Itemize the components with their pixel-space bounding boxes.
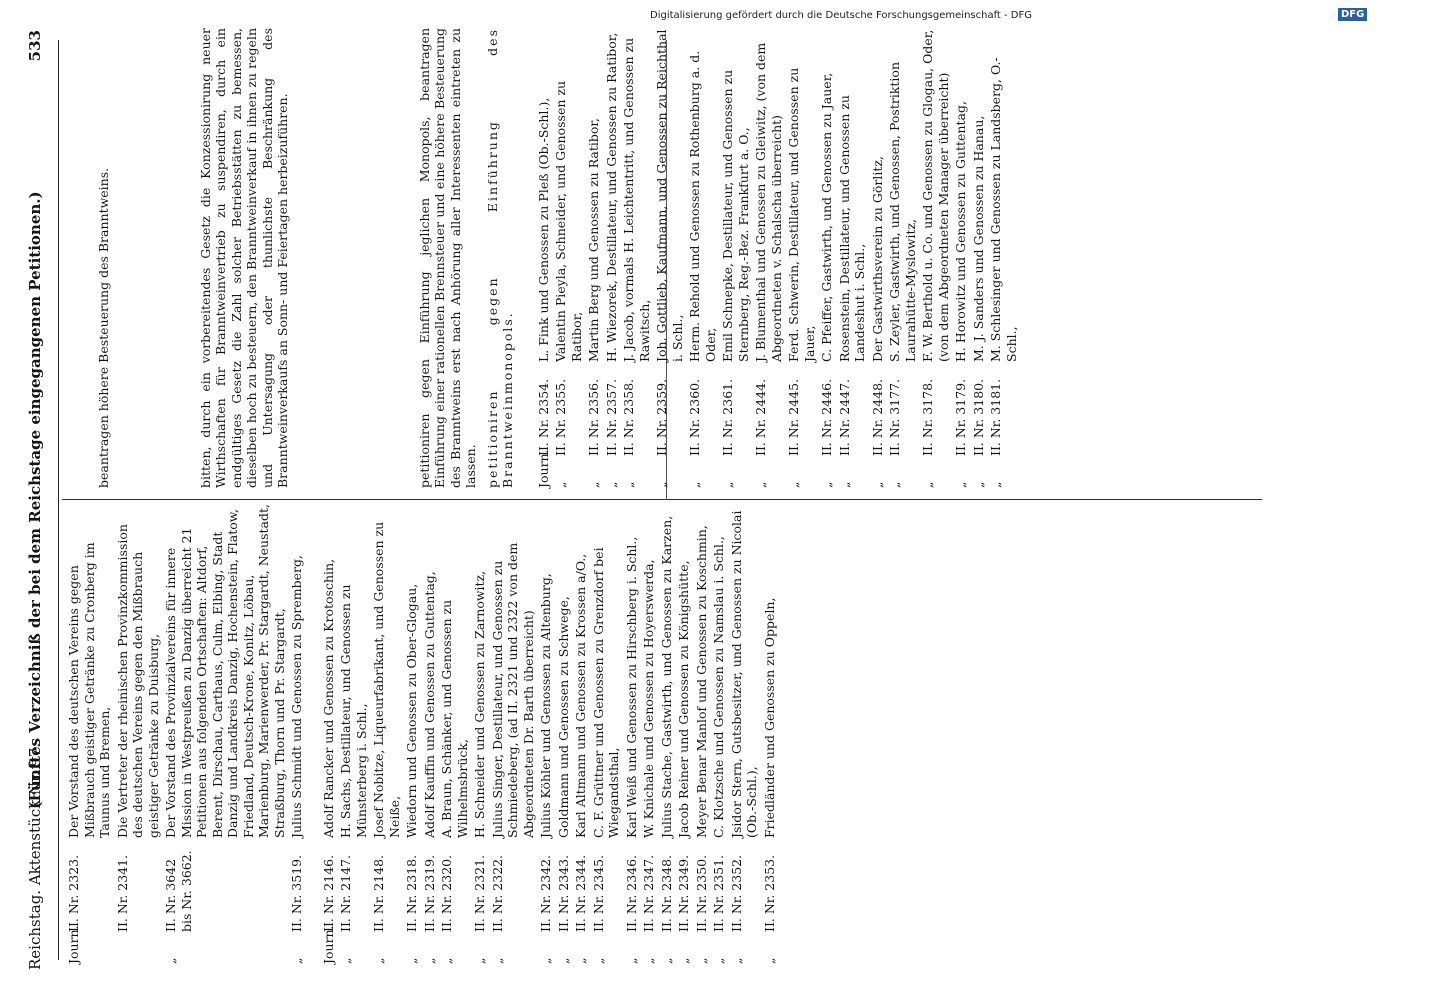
petition-entry [586,28,602,488]
petition-number: II. Nr. 2444. [753,378,768,456]
petition-entry [591,504,622,964]
petitioner-text: Jacob Reiner und Genossen zu Königshütte, [676,560,691,838]
header-rule [58,40,59,960]
petitioner-text: Emil Schnepke, Destillateur, und Genossen zu Sternberg, Reg.-Bez. Frankfurt a. O., [720,69,751,362]
journal-mark: „ [538,957,553,964]
petitioner-text: M. Schlesinger und Genossen zu Landsberg, O.-Schl., [988,57,1019,362]
journal-mark: „ [404,957,419,964]
journal-mark: „ [586,481,601,488]
petition-entry [439,504,470,964]
petitioner-text: Der Gastwirthsverein zu Görlitz, [869,156,885,362]
petition-number: II. Nr. 2356. [586,378,601,456]
petition-number: II. Nr. 2353. [761,854,777,932]
journal-mark: „ [658,957,674,964]
petition-entry [711,504,727,964]
petition-number: II. Nr. 2344. [573,854,588,932]
petitioner-text: Ferd. Schwerin, Destillateur, und Genossen zu Jauer, [786,67,817,362]
petition-entry [553,28,584,488]
petition-number: II. Nr. 2148. [371,854,386,932]
journal-mark: „ [693,957,709,964]
page-number: 533 [26,30,44,62]
petitioner-text: Adolf Kauffin und Genossen zu Guttentag, [421,571,437,838]
petition-number: II. Nr. 2358. [621,378,636,456]
petitioner-text: M. J. Sanders und Genossen zu Hanau, [970,115,986,362]
verdict-1: beantragen höhere Besteuerung des Branntweins. [96,167,111,488]
petition-entry [115,504,162,964]
petition-number: II. Nr. 2346. [623,854,639,932]
petition-number: II. Nr. 2359. [654,378,669,456]
journal-mark: „ [720,481,735,488]
journal-mark: „ [553,481,568,488]
journal-mark: „ [836,481,852,488]
journal-mark: „ [472,957,487,964]
header-center: (Fünftes Verzeichniß der bei dem Reichstage eingegangenen Petitionen.) [26,191,44,809]
petition-entry [556,504,572,964]
journal-mark: „ [489,957,505,964]
petition-block-1 [66,504,305,964]
petition-number: II. Nr. 2343. [555,854,571,932]
petition-number: II. Nr. 2318. [404,854,419,932]
journal-mark: „ [687,481,702,488]
petitioner-text: Jsidor Stern, Gutsbesitzer, und Genossen zu Nicolai (Ob.-Schl.), [728,510,759,838]
petition-entry [163,504,287,964]
credit-text: Digitalisierung gefördert durch die Deutsche Forschungsgemeinschaft - DFG [650,10,1033,21]
petition-block-2 [321,504,778,964]
petitioner-text: C. F. Grüttner und Genossen zu Grenzdorf bei Wiegandsthal, [590,547,621,838]
journal-mark: „ [623,957,639,964]
petition-entry [971,28,987,488]
petition-number: II. Nr. 2319. [421,854,437,932]
header-left: Reichstag. Aktenstück Nr. 97. [26,742,44,970]
journal-mark [115,932,162,964]
petition-block-3 [536,28,1020,488]
petition-number: II. Nr. 2352. [728,854,744,932]
verdict-2: bitten, durch ein vorbereitendes Gesetz die Konzessionirung neuer Wirthschaften für Branntweinvertrieb zu suspendiren, durch ein endgültiges Gesetz die Zahl solcher Betriebsstätten zu bemessen, dieselben hoch zu besteuern, den Branntweinverkauf in ihnen zu regeln und Untersagung oder thunlichste Beschränkung des Branntweinverkaufs an Sonn- und Feiertagen herbeizuführen. [197,28,290,488]
petitioner-text: Rosenstein, Destillateur, und Genossen zu Landeshut i. Schl., [836,95,867,362]
journal-mark: „ [970,481,986,488]
petition-number: II. Nr. 3180. [970,378,986,456]
petition-entry [422,504,438,964]
petition-number: II. Nr. 2360. [687,378,702,456]
petition-number: II. Nr. 2355. [553,378,568,456]
petition-number: II. Nr. 2447. [836,378,852,456]
petitioner-text: Adolf Rancker und Genossen zu Krotoschin, [320,558,336,838]
petition-entry [729,504,760,964]
petitioner-text: Wiedorn und Genossen zu Ober-Glogau, [404,583,419,838]
journal-mark: „ [338,957,353,964]
petition-number: II. Nr. 2341. [114,854,130,932]
petition-entry [472,504,488,964]
journal-mark: „ [421,957,437,964]
petitioner-text: Julius Stache, Gastwirth, und Genossen zu Karzen, [658,515,674,838]
petition-entry [289,504,305,964]
petitioner-text: Herm. Rehold und Genossen zu Rothenburg a. d. Oder, [687,50,718,362]
petition-number: II. Nr. 2446. [819,378,834,456]
petition-number: II. Nr. 2320. [439,854,454,932]
petitioner-text: Josef Nobitze, Liqueurfabrikant, und Genossen zu Neiße, [371,521,402,838]
petition-number: II. Nr. 2349. [676,854,691,932]
petition-number: II. Nr. 3177. [887,378,902,456]
petitioner-text: Karl Weiß und Genossen zu Hirschberg i. Schl., [623,536,639,838]
petition-entry [573,504,589,964]
petition-number: II. Nr. 2361. [720,378,735,456]
petition-entry [870,28,886,488]
petition-number: II. Nr. 2350. [693,854,709,932]
petitioner-text: A. Braun, Schänker, und Genossen zu Wilhelmsbrück, [439,599,470,838]
journal-mark: „ [753,481,768,488]
journal-mark: „ [621,481,636,488]
petition-number: II. Nr. 2445. [786,378,801,456]
petitioner-text: Julius Köhler und Genossen zu Altenburg, [538,573,553,838]
petition-entry [753,28,784,488]
petition-entry [837,28,868,488]
petitioner-text: F. W. Berthold u. Co. und Genossen zu Glogau, Oder, (von dem Abgeordneten Manager überreicht) [920,29,951,362]
petitioner-text: Valentin Pieyla, Schneider, und Genossen zu Ratibor, [553,80,584,362]
petition-number: II. Nr. 3178. [920,378,935,456]
petition-entry [371,504,402,964]
dfg-logo: DFG [1338,8,1367,21]
petitioner-text: Julius Schmidt und Genossen zu Spremberg, [289,555,304,838]
petition-entry [953,28,969,488]
journal-mark: „ [163,957,178,964]
petition-entry [404,504,420,964]
journal-mark: „ [289,957,304,964]
page-header [26,30,52,970]
petitioner-text: H. Sachs, Destillateur, und Genossen zu Münsterberg i. Schl., [338,584,369,838]
petition-number: II. Nr. 2323. [66,854,81,932]
petitioner-text: Friedländer und Genossen zu Oppeln, [761,597,777,838]
petitioner-text: Goldmann und Genossen zu Schwege, [555,596,571,838]
petition-entry [654,28,685,488]
petition-number: II. Nr. 2322. [489,854,505,932]
verdict-3: petitioniren gegen Einführung jeglichen Monopols, beantragen Einführung einer rationellen Brennsteuer und eine höhere Besteuerung des Branntweins erst nach Anhörung aller Interessenten eintreten zu lassen. [416,28,478,488]
journal-mark: „ [573,957,588,964]
petition-entry [538,504,554,964]
petitioner-text: S. Zeyler, Gastwirth, und Genossen, Postriktion Laurahütte-Myslowitz, [887,62,918,362]
left-column [66,504,779,964]
journal-mark: „ [953,481,968,488]
petition-entry [641,504,657,964]
right-column [66,28,1021,488]
petitioner-text: Der Vorstand des deutschen Vereins gegen Mißbrauch geistiger Getränke zu Cronberg im Taunus und Bremen, [66,542,112,838]
petition-entry [321,504,337,964]
petition-entry [490,504,537,964]
petition-entry [988,28,1019,488]
petition-entry [604,28,620,488]
petition-number: II. Nr. 2146. [320,854,336,932]
petition-entry [536,28,552,488]
petitioner-text: J. Jacob, vormals H. Leichtentritt, und Genossen zu Rawitsch, [621,37,652,362]
petition-entry [687,28,718,488]
journal-mark: „ [761,957,777,964]
petition-number: II. Nr. 2321. [472,854,487,932]
journal-mark: „ [786,481,801,488]
petition-number: II. Nr. 2357. [603,378,619,456]
journal-mark: „ [654,481,669,488]
petitioner-text: J. Blumenthal und Genossen zu Gleiwitz, (von dem Abgeordneten v. Schalscha überreicht) [753,42,784,362]
journal-mark: „ [676,957,691,964]
petitioner-text: Karl Altmann und Genossen zu Krossen a/O., [573,553,588,838]
verdict-3-tail: petitioniren gegen Einführung des Branntweinmonopols. [484,28,515,488]
journal-mark: „ [439,957,454,964]
journal-mark: „ [603,481,619,488]
journal-mark: „ [641,957,656,964]
journal-mark: „ [887,481,902,488]
petition-entry [786,28,817,488]
journal-mark: „ [988,481,1003,488]
petition-number: II. Nr. 3519. [289,854,304,932]
petition-number: II. Nr. 3181. [988,378,1003,456]
journal-mark: „ [371,957,386,964]
journal-mark: „ [728,957,744,964]
petitioner-text: H. Horowitz und Genossen zu Guttentag, [953,101,968,362]
petition-entry [621,28,652,488]
petitioner-text: Julius Singer, Destillateur, und Genossen zu Schmiedeberg, (ad II. 2321 und 2322 von dem Abgeordneten Dr. Barth überreicht) [489,542,536,838]
petition-number: II. Nr. 3642 bis Nr. 3662. [163,850,194,932]
petition-number: II. Nr. 2147. [338,854,353,932]
petitioner-text: H. Wiezorek, Destillateur, und Genossen zu Ratibor, [603,32,619,362]
petition-entry [659,504,675,964]
petitioner-text: H. Schneider und Genossen zu Zarnowitz, [472,570,487,838]
petition-number: II. Nr. 2348. [658,854,674,932]
petition-number: II. Nr. 2448. [869,378,885,456]
petition-entry [720,28,751,488]
petitioner-text: C. Klotzsche und Genossen zu Namslau i. Schl., [711,536,726,838]
journal-mark: „ [711,957,726,964]
journal-mark: Journ. [320,925,336,964]
petitioner-text: Joh. Gottlieb, Kaufmann, und Genossen zu Reichthal i. Schl., [654,29,685,362]
petition-entry [819,28,835,488]
petitioner-text: C. Pfeiffer, Gastwirth, und Genossen zu Jauer, [819,72,834,362]
petition-number: II. Nr. 2347. [641,854,656,932]
petitioner-text: Meyer Benar Manlof und Genossen zu Koschmin, [693,525,709,838]
journal-mark: „ [555,957,571,964]
column-divider [62,499,1262,500]
petitioner-text: Der Vorstand des Provinzialvereins für innere Mission in Westpreußen zu Danzig überreicht 21 Petitionen aus folgenden Ortschaften: Altdorf, Berent, Dirschau, Carthaus, Culm, Elbing, Stadt Danzig und Landkreis Danzig, Hochenstein, Flatow, Friedland, Deutsch-Krone, Konitz, Löbau, Marienburg, Marienwerder, Pr. Stargardt, Neustadt, Straßburg, Thorn und Pr. Stargardt, [163,504,287,838]
petitioner-text: Die Vertreter der rheinischen Provinzkommission des deutschen Vereins gegen den Mißbrauch geistiger Getränke zu Duisburg, [114,524,161,838]
petitioner-text: L. Fink und Genossen zu Pleß (Ob.-Schl.), [535,97,551,362]
petition-number: II. Nr. 3179. [953,378,968,456]
petition-number: II. Nr. 2354. [535,378,551,456]
petition-entry [66,504,113,964]
journal-mark: „ [819,481,834,488]
petition-number: II. Nr. 2345. [590,854,606,932]
journal-mark: „ [920,481,935,488]
petitioner-text: Martin Berg und Genossen zu Ratibor, [586,118,601,362]
petition-entry [676,504,692,964]
journal-mark: „ [869,481,885,488]
petition-entry [762,504,778,964]
petitioner-text: W. Knichale und Genossen zu Hoyerswerda, [641,559,656,838]
petition-entry [338,504,369,964]
petition-entry [694,504,710,964]
petition-entry [624,504,640,964]
petition-entry [920,28,951,488]
petition-number: II. Nr. 2342. [538,854,553,932]
journal-mark: Journ. [66,925,81,964]
petition-entry [887,28,918,488]
petition-number: II. Nr. 2351. [711,854,726,932]
side-credit [650,9,1365,38]
journal-mark: Journ. [535,449,551,488]
journal-mark: „ [590,957,606,964]
